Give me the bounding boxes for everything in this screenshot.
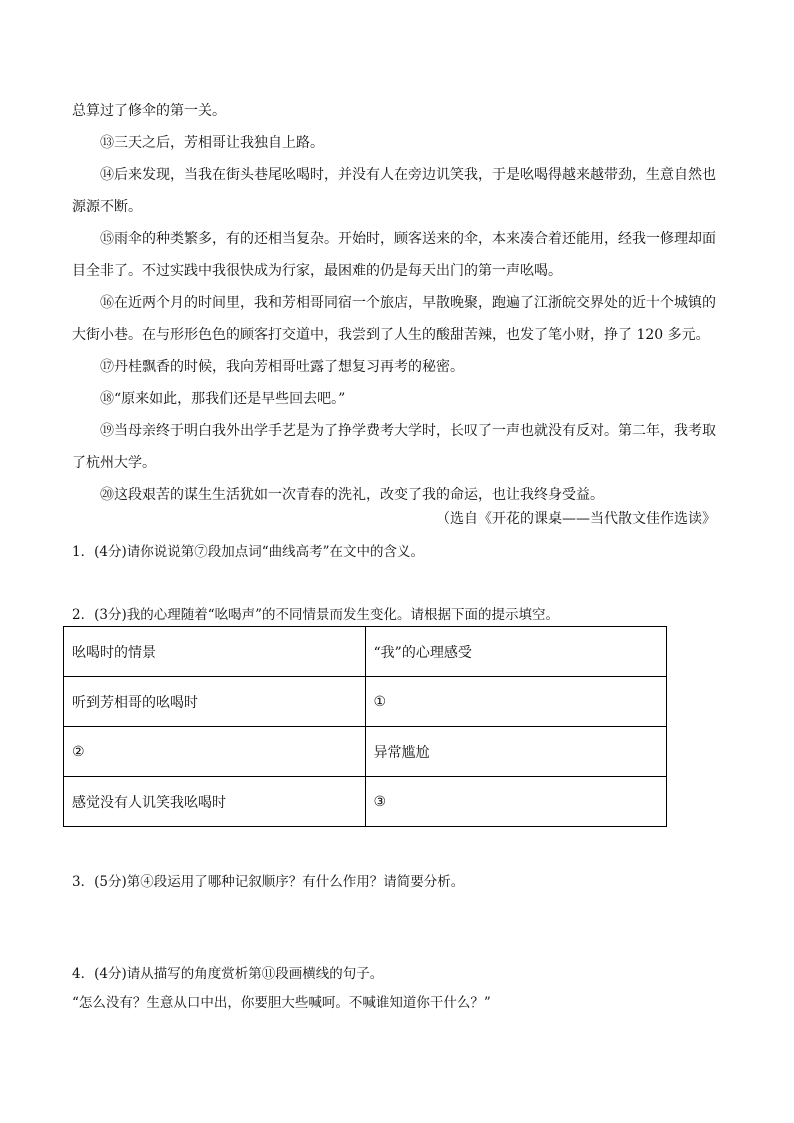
paragraph-12-end: 总算过了修伞的第一关。 bbox=[72, 103, 226, 119]
question-2: 2．(3分)我的心理随着“吆喝声”的不同情景而发生变化。请根据下面的提示填空。 bbox=[72, 607, 560, 623]
answer-table bbox=[63, 626, 667, 827]
paragraph-15-line1: ⑮雨伞的种类繁多，有的还相当复杂。开始时，顾客送来的伞，本来凑合着还能用，经我一修理却面 bbox=[100, 231, 716, 247]
question-4-quote: “怎么没有？生意从口中出，你要胆大些喊呵。不喊谁知道你干什么？” bbox=[72, 995, 491, 1011]
table-cell: ③ bbox=[365, 777, 667, 827]
paragraph-20: ⑳这段艰苦的谋生生活犹如一次青春的洗礼，改变了我的命运，也让我终身受益。 bbox=[100, 487, 604, 503]
table-header-row bbox=[64, 627, 667, 677]
paragraph-19-line2: 了杭州大学。 bbox=[72, 455, 156, 471]
table-cell: ① bbox=[365, 677, 667, 727]
table-cell: 听到芳相哥的吆喝时 bbox=[64, 677, 366, 727]
table-row bbox=[64, 777, 667, 827]
paragraph-17: ⑰丹桂飘香的时候，我向芳相哥吐露了想复习再考的秘密。 bbox=[100, 359, 464, 375]
paragraph-16-line1: ⑯在近两个月的时间里，我和芳相哥同宿一个旅店，早散晚聚，跑遍了江浙皖交界处的近十个城镇的 bbox=[100, 295, 716, 311]
paragraph-14-line2: 源源不断。 bbox=[72, 199, 142, 215]
table-header-cell: “我”的心理感受 bbox=[365, 627, 667, 677]
paragraph-16-line2: 大街小巷。在与形形色色的顾客打交道中，我尝到了人生的酸甜苦辣，也发了笔小财，挣了 120 多元。 bbox=[72, 327, 710, 343]
paragraph-15-line2: 目全非了。不过实践中我很快成为行家，最困难的仍是每天出门的第一声吆喝。 bbox=[72, 263, 562, 279]
table-header-cell: 吆喝时的情景 bbox=[64, 627, 366, 677]
paragraph-14-line1: ⑭后来发现，当我在街头巷尾吆喝时，并没有人在旁边讥笑我，于是吆喝得越来越带劲，生意自然也 bbox=[100, 167, 716, 183]
table-row bbox=[64, 677, 667, 727]
question-4: 4．(4分)请从描写的角度赏析第⑪段画横线的句子。 bbox=[72, 966, 384, 982]
table-cell: ② bbox=[64, 727, 366, 777]
question-3: 3．(5分)第④段运用了哪种记叙顺序？有什么作用？请简要分析。 bbox=[72, 874, 465, 890]
paragraph-13: ⑬三天之后，芳相哥让我独自上路。 bbox=[100, 135, 324, 151]
table-row bbox=[64, 727, 667, 777]
table-cell: 感觉没有人讥笑我吆喝时 bbox=[64, 777, 366, 827]
source-citation: （选自《开花的课桌——当代散文佳作选读》 bbox=[436, 511, 716, 527]
question-1: 1．(4分)请你说说第⑦段加点词“曲线高考”在文中的含义。 bbox=[72, 544, 425, 560]
paragraph-19-line1: ⑲当母亲终于明白我外出学手艺是为了挣学费考大学时，长叹了一声也就没有反对。第二年，我考取 bbox=[100, 423, 716, 439]
table-cell: 异常尴尬 bbox=[365, 727, 667, 777]
paragraph-18: ⑱“原来如此，那我们还是早些回去吧。” bbox=[100, 391, 346, 407]
